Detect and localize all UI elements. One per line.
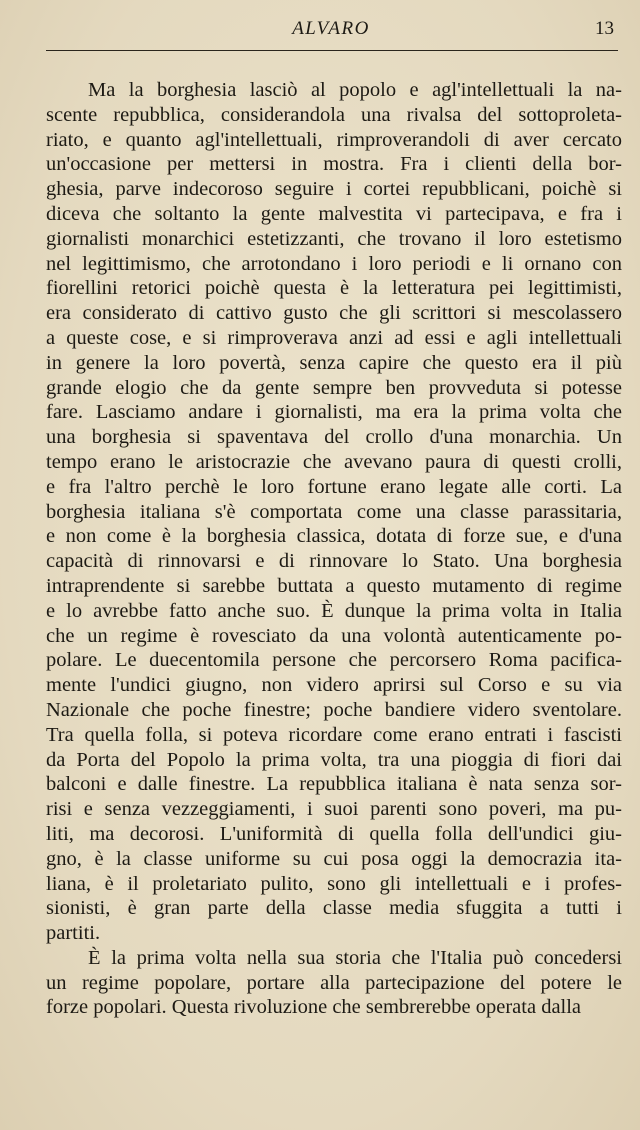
- paragraph: [46, 78, 622, 946]
- text-line: fare. Lasciamo andare i giornalisti, ma era la prima volta che: [46, 401, 622, 424]
- text-line: riato, e quanto agl'intellettuali, rimproverandoli di aver cercato: [46, 128, 622, 151]
- page-number: 13: [595, 18, 614, 39]
- text-line: liana, è il proletariato pulito, sono gli intellettuali e i profes-: [46, 872, 622, 895]
- text-line: polare. Le duecentomila persone che percorsero Roma pacifica-: [46, 649, 622, 672]
- text-line: sionisti, è gran parte della classe media sfuggita a tutti i: [46, 897, 622, 920]
- text-line: nel legittimismo, che arrotondano i loro periodi e li ornano con: [46, 252, 622, 275]
- text-line: intraprendente si sarebbe buttata a questo mutamento di regime: [46, 574, 622, 597]
- text-line: e non come è la borghesia classica, dotata di forze sue, e d'una: [46, 525, 622, 548]
- text-line: a queste cose, e si rimproverava anzi ad essi e agli intellettuali: [46, 326, 622, 349]
- text-line: grande elogio che da gente sempre ben provveduta si potesse: [46, 376, 622, 399]
- text-line: giornalisti monarchici estetizzanti, che trovano il loro estetismo: [46, 227, 622, 250]
- text-line: borghesia italiana s'è comportata come una classe parassitaria,: [46, 500, 622, 523]
- text-line: mente l'undici giugno, non videro aprirsi sul Corso e su via: [46, 674, 622, 697]
- text-line: ghesia, parve indecoroso seguire i cortei repubblicani, poichè si: [46, 178, 622, 201]
- running-title: ALVARO: [292, 18, 370, 39]
- text-line: Nazionale che poche finestre; poche bandiere videro sventolare.: [46, 698, 622, 721]
- text-line: balconi e dalle finestre. La repubblica italiana è nata senza sor-: [46, 773, 622, 796]
- text-line: fiorellini retorici poichè questa è la letteratura pei legittimisti,: [46, 277, 622, 300]
- text-line: da Porta del Popolo la prima volta, tra una pioggia di fiori dai: [46, 748, 622, 771]
- text-line: era considerato di cattivo gusto che gli scrittori si mescolassero: [46, 302, 622, 325]
- text-line: che un regime è rovesciato da una volontà autenticamente po-: [46, 624, 622, 647]
- text-line: È la prima volta nella sua storia che l'Italia può concedersi: [88, 946, 622, 969]
- text-line: diceva che soltanto la gente malvestita vi partecipava, e fra i: [46, 202, 622, 225]
- text-line: Tra quella folla, si poteva ricordare come erano entrati i fascisti: [46, 723, 622, 746]
- text-line: in genere la loro povertà, senza capire che questo era il più: [46, 351, 622, 374]
- text-line: capacità di rinnovarsi e di rinnovare lo Stato. Una borghesia: [46, 550, 622, 573]
- text-line: un regime popolare, portare alla partecipazione del potere le: [46, 971, 622, 994]
- text-line: forze popolari. Questa rivoluzione che sembrerebbe operata dalla: [46, 996, 582, 1019]
- text-line: scente repubblica, considerandola una rivalsa del sottoproleta-: [46, 103, 622, 126]
- body-text: [46, 78, 622, 1020]
- text-line: un'occasione per mettersi in mostra. Fra i clienti della bor-: [46, 153, 622, 176]
- text-line: gno, è la classe uniforme su cui posa oggi la democrazia ita-: [46, 847, 622, 870]
- text-line: Ma la borghesia lasciò al popolo e agl'intellettuali la na-: [88, 79, 622, 101]
- text-line: liti, ma decorosi. L'uniformità di quella folla dell'undici giu-: [46, 822, 622, 845]
- text-line: partiti.: [46, 922, 101, 945]
- text-line: tempo erano le aristocrazie che avevano paura di questi crolli,: [46, 450, 622, 473]
- text-line: e fra l'altro perchè le loro fortune erano legate alle corti. La: [46, 475, 622, 498]
- header-rule: [46, 50, 618, 51]
- paragraph: [46, 946, 622, 1020]
- text-line: e lo avrebbe fatto anche suo. È dunque la prima volta in Italia: [46, 599, 622, 622]
- text-line: risi e senza vezzeggiamenti, i suoi parenti sono poveri, ma pu-: [46, 798, 622, 821]
- page-header: [46, 18, 616, 44]
- text-line: una borghesia si spaventava del crollo d'una monarchia. Un: [46, 426, 622, 449]
